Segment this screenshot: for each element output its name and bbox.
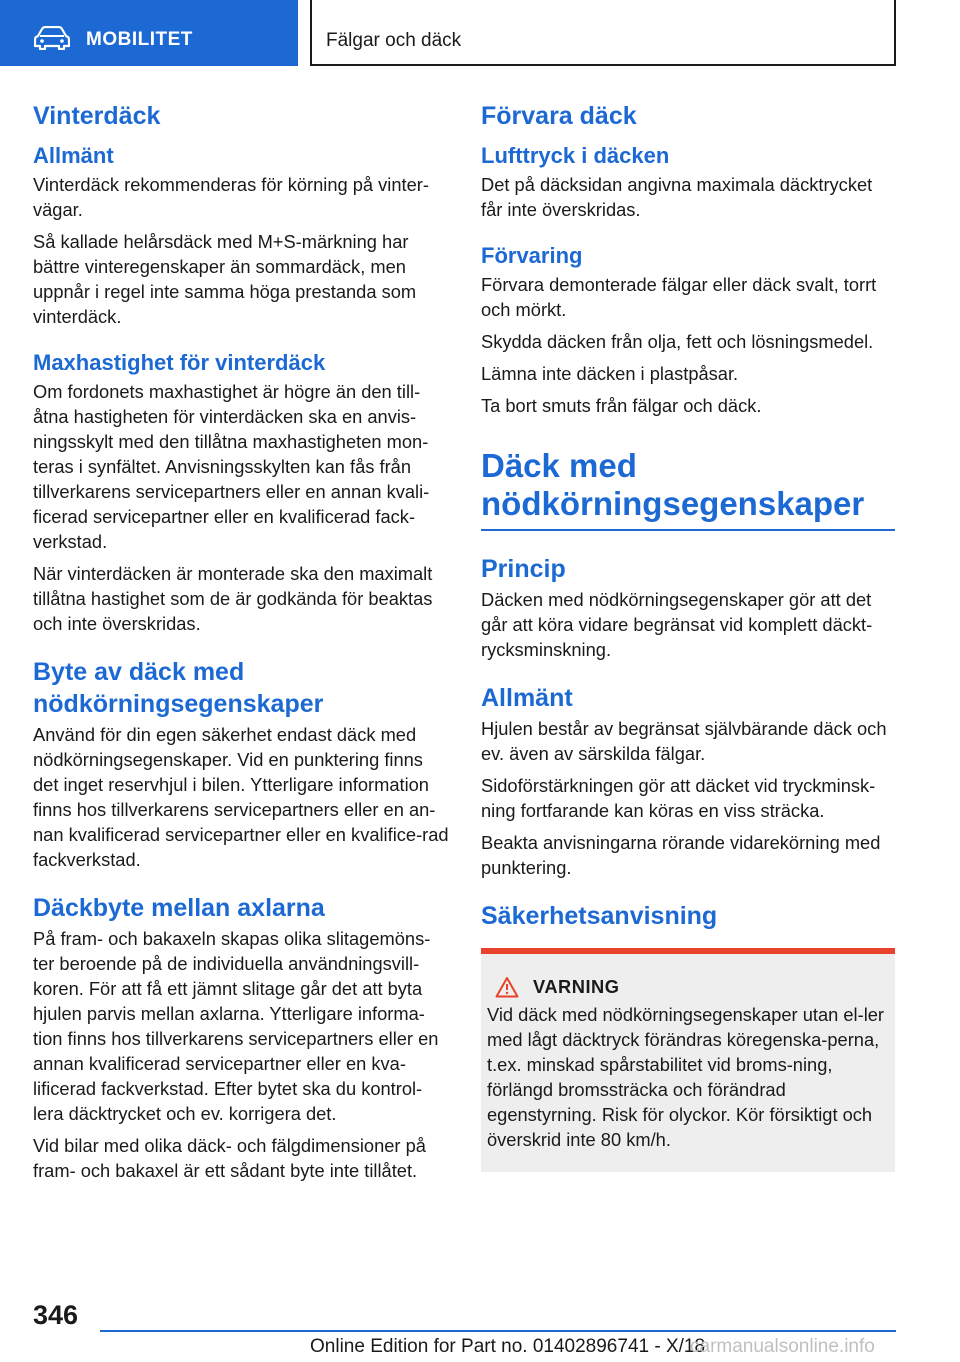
chapter-header: [310, 0, 896, 66]
heading-sakerhetsanvisning: Säkerhetsanvisning: [481, 902, 718, 930]
warning-label: VARNING: [533, 976, 620, 997]
chapter-label: Fälgar och däck: [326, 30, 462, 51]
right-column: [481, 100, 895, 1172]
big-title-dack-med-nodkorning: Däck med nödkörningsegenskaper: [481, 447, 895, 531]
footer-watermark: carmanualsonline.info: [690, 1336, 875, 1357]
paragraph: När vinterdäcken är monterade ska den maximalt tillåtna hastighet som de är godkända för beaktas och inte överskridas.: [33, 563, 433, 634]
page-number: 346: [33, 1300, 79, 1330]
car-icon: [34, 26, 70, 50]
paragraph: Förvara demonterade fälgar eller däck svalt, torrt och mörkt.: [481, 274, 877, 320]
paragraph: Ta bort smuts från fälgar och däck.: [481, 395, 762, 416]
paragraph: Om fordonets maxhastighet är högre än den till-åtna hastigheten för vinterdäcken ska en anvis-ningsskylt med den tillåtna maxhastigheten mon-teras i synfältet. Anvisningsskylten kan fås från tillverkarens servicepartners eller en annan kvali-ficerad servicepartner eller en kvalificerad fack-verkstad.: [33, 381, 430, 552]
footer-edition: Online Edition for Part no. 01402896741 - X/18: [310, 1336, 706, 1357]
warning-text: Vid däck med nödkörningsegenskaper utan el-ler med lågt däcktryck förändras köregenska-perna, t.ex. minskad spårstabilitet vid broms-ning, förlängd bromssträcka och förändrad egenstyrning. Risk för olyckor. Kör försiktigt och överskrid inte 80 km/h.: [487, 1004, 885, 1150]
left-column: [33, 100, 449, 1190]
paragraph: Hjulen består av begränsat självbärande däck och ev. även av särskilda fälgar.: [481, 718, 887, 764]
title-forvara-dack: Förvara däck: [481, 102, 637, 130]
heading-princip: Princip: [481, 555, 566, 583]
heading-maxhastighet: Maxhastighet för vinterdäck: [33, 350, 326, 375]
paragraph: Använd för din egen säkerhet endast däck med nödkörningsegenskaper. Vid en punktering finns det inget reservhjul i bilen. Ytterligare information finns hos tillverkarens servicepartners eller en an-nan kvalificerad servicepartner eller en kvalifice-rad fackverkstad.: [33, 724, 449, 870]
heading-allmant: Allmänt: [33, 143, 114, 168]
footer-divider: [100, 1330, 896, 1332]
paragraph: Vid bilar med olika däck- och fälgdimensioner på fram- och bakaxel är ett sådant byte inte tillåtet.: [33, 1135, 426, 1181]
paragraph: Sidoförstärkningen gör att däcket vid tryckminsk-ning fortfarande kan köras en viss sträcka.: [481, 775, 876, 821]
paragraph: Beakta anvisningarna rörande vidarekörning med punktering.: [481, 832, 881, 878]
heading-byte-av-dack: Byte av däck med nödkörningsegenskaper: [33, 658, 324, 718]
heading-allmant-2: Allmänt: [481, 684, 573, 712]
heading-forvaring: Förvaring: [481, 243, 583, 268]
paragraph: Så kallade helårsdäck med M+S-märkning har bättre vinteregenskaper än sommardäck, men uppnår i regel inte samma höga prestanda som vinterdäck.: [33, 231, 417, 327]
paragraph: Däcken med nödkörningsegenskaper gör att det går att köra vidare begränsat vid komplett däckt-rycksminskning.: [481, 589, 873, 660]
paragraph: Skydda däcken från olja, fett och lösningsmedel.: [481, 331, 874, 352]
warning-box: [481, 948, 895, 1172]
section-tab[interactable]: [0, 0, 298, 66]
section-label: MOBILITET: [86, 29, 193, 50]
paragraph: På fram- och bakaxeln skapas olika slitagemöns-ter beroende på de individuella användningsvill-koren. För att få ett jämnt slitage går det att byta hjulen parvis mellan axlarna. Ytterligare informa-tion finns hos tillverkarens servicepartners eller en annan kvalificerad servicepartner eller en kva-lificerad fackverkstad. Efter bytet ska du kontrol-lera däcktrycket och ev. korrigera det.: [33, 928, 439, 1124]
title-vinterdack: Vinterdäck: [33, 102, 161, 130]
paragraph: Lämna inte däcken i plastpåsar.: [481, 363, 739, 384]
warning-triangle-icon: [495, 976, 519, 998]
paragraph: Det på däcksidan angivna maximala däcktrycket får inte överskridas.: [481, 174, 873, 220]
paragraph: Vinterdäck rekommenderas för körning på vinter-vägar.: [33, 174, 429, 220]
heading-dackbyte: Däckbyte mellan axlarna: [33, 894, 325, 922]
heading-lufttryck: Lufttryck i däcken: [481, 143, 670, 168]
